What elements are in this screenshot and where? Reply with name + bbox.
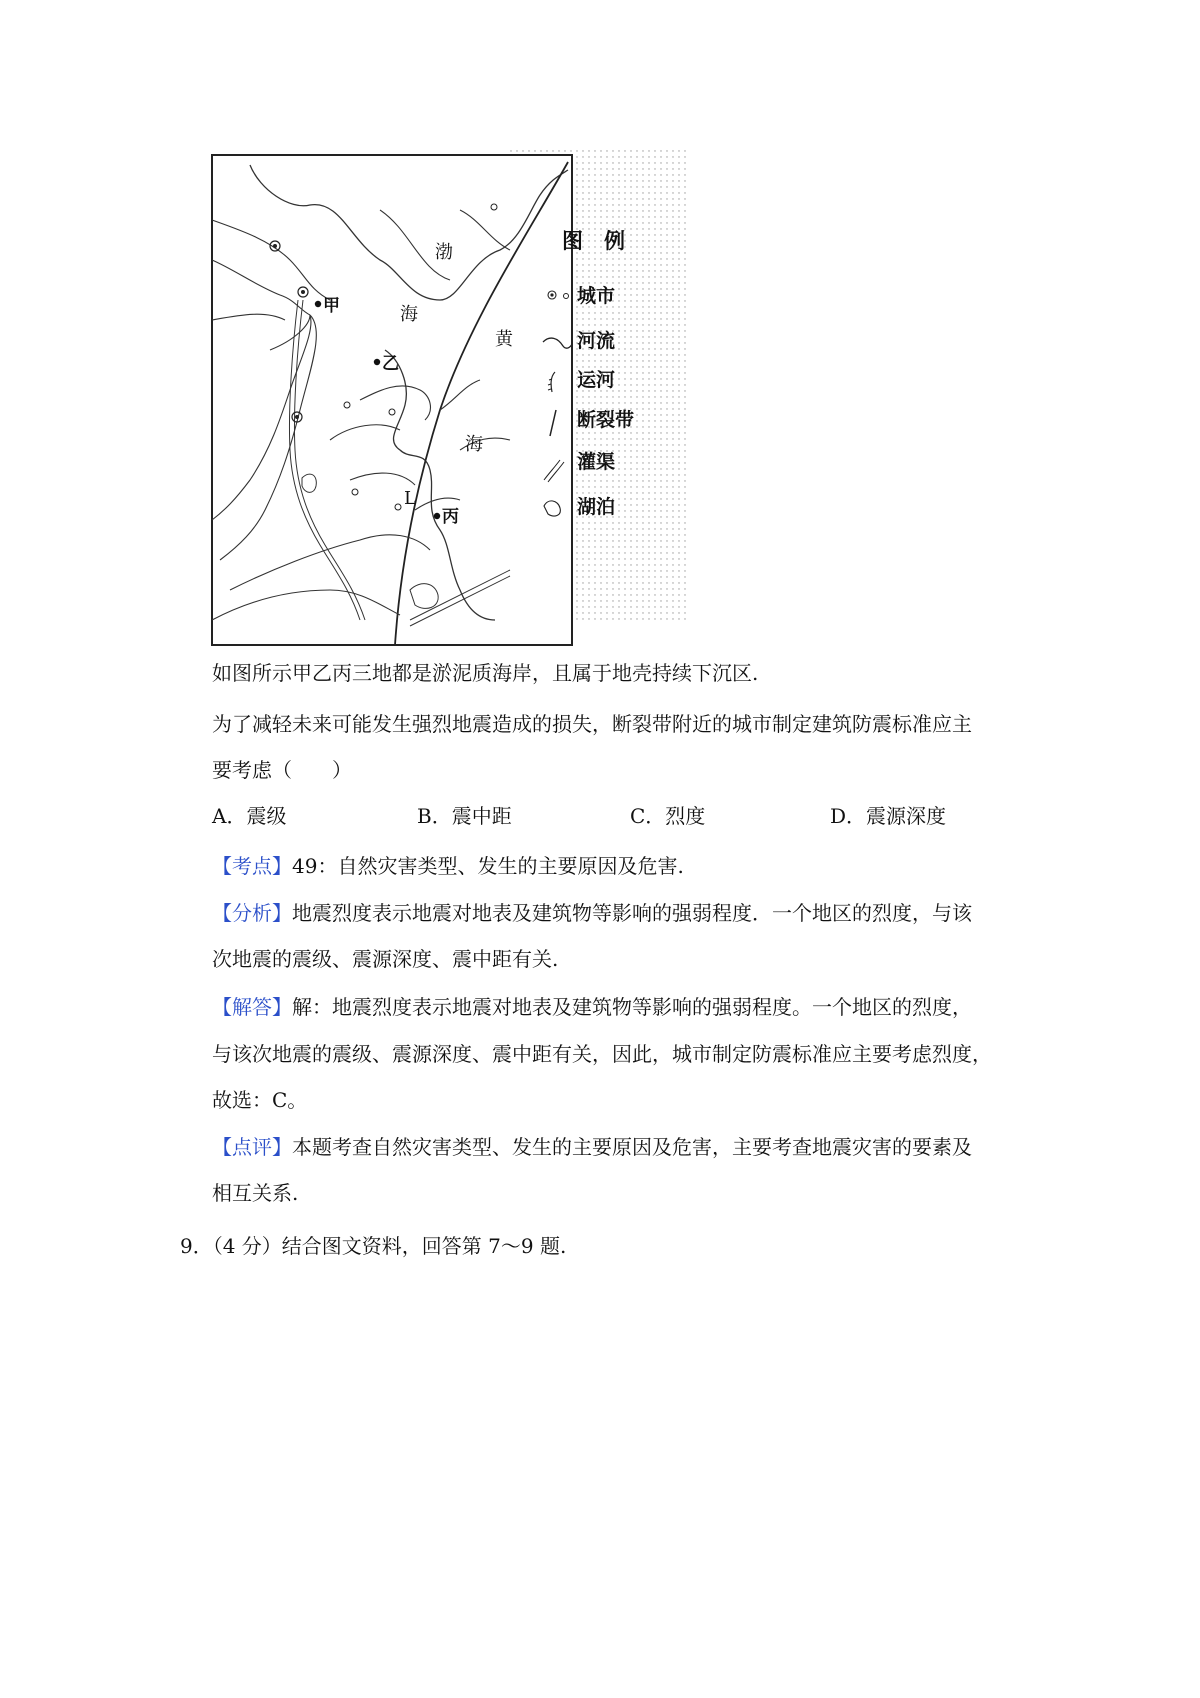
legend-label-irrigation: 灌渠	[577, 451, 616, 473]
legend-label-canal: 运河	[577, 369, 616, 391]
legend-label-river: 河流	[577, 330, 616, 352]
option-c: C．烈度	[630, 804, 706, 828]
legend-label-lake: 湖泊	[577, 496, 616, 518]
dianping-text-1: 本题考查自然灾害类型、发生的主要原因及危害，主要考查地震灾害的要素及	[292, 1135, 972, 1159]
label-L: L	[404, 488, 416, 509]
fenxi-text-1: 地震烈度表示地震对地表及建筑物等影响的强弱程度．一个地区的烈度，与该	[292, 901, 972, 925]
option-a: A．震级	[212, 804, 287, 828]
legend-label-fault: 断裂带	[577, 409, 635, 431]
dianping-line-1	[212, 1133, 972, 1161]
jieda-line-3: 故选：C。	[212, 1088, 308, 1112]
label-yi: 乙	[382, 354, 399, 374]
label-bo: 渤	[435, 242, 453, 263]
jieda-line-1	[212, 993, 972, 1021]
label-jia: 甲	[323, 296, 340, 316]
legend-title: 图 例	[562, 229, 625, 253]
label-huang: 黄	[495, 329, 513, 350]
kaodian-paragraph	[212, 852, 684, 880]
jieda-line-2: 与该次地震的震级、震源深度、震中距有关，因此，城市制定防震标准应主要考虑烈度，	[212, 1042, 992, 1066]
jieda-text-1: 解：地震烈度表示地震对地表及建筑物等影响的强弱程度。一个地区的烈度，	[292, 995, 972, 1019]
map-figure	[210, 150, 690, 650]
label-bing: 丙	[442, 507, 459, 527]
jieda-tag: 【解答】	[212, 995, 292, 1019]
legend-label-city: 城市	[577, 285, 616, 307]
map-frame	[212, 155, 572, 645]
kaodian-tag: 【考点】	[212, 854, 292, 878]
question-line-2: 要考虑（ ）	[212, 758, 352, 782]
option-d: D．震源深度	[830, 804, 947, 828]
fenxi-line-2: 次地震的震级、震源深度、震中距有关.	[212, 947, 559, 971]
intro-text: 如图所示甲乙丙三地都是淤泥质海岸，且属于地壳持续下沉区.	[212, 661, 759, 685]
map-svg	[210, 150, 690, 650]
question-9: 9．（4 分）结合图文资料，回答第 7～9 题.	[180, 1234, 567, 1258]
question-line-1: 为了减轻未来可能发生强烈地震造成的损失，断裂带附近的城市制定建筑防震标准应主	[212, 712, 972, 736]
label-hai-2: 海	[465, 434, 483, 455]
option-b: B．震中距	[417, 804, 512, 828]
dianping-tag: 【点评】	[212, 1135, 292, 1159]
answer-options	[212, 800, 972, 830]
fenxi-tag: 【分析】	[212, 901, 292, 925]
dianping-line-2: 相互关系.	[212, 1181, 299, 1205]
kaodian-text: 49：自然灾害类型、发生的主要原因及危害.	[292, 854, 684, 878]
label-hai-1: 海	[400, 304, 418, 325]
fenxi-line-1	[212, 899, 972, 927]
